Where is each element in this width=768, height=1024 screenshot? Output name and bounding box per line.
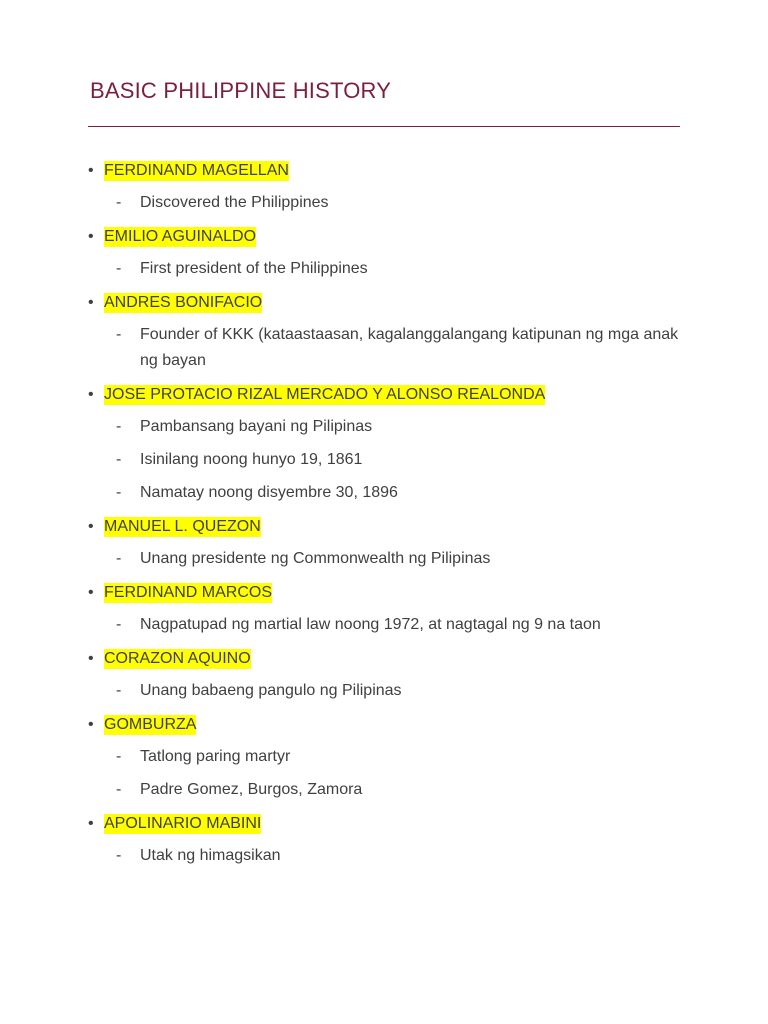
note-line <box>88 480 688 513</box>
note-line <box>88 447 688 480</box>
bullet-icon: • <box>88 162 94 179</box>
bullet-icon: • <box>88 584 94 601</box>
note-line <box>88 612 688 645</box>
dash-icon: - <box>116 781 122 798</box>
note-text: Tatlong paring martyr <box>140 748 291 765</box>
note-line <box>88 190 688 223</box>
person-heading <box>88 645 688 678</box>
person-name: FERDINAND MARCOS <box>104 584 273 601</box>
person-name: APOLINARIO MABINI <box>104 815 262 832</box>
list-item <box>88 645 688 711</box>
dash-icon: - <box>116 484 122 501</box>
note-line <box>88 256 688 289</box>
note-text: Padre Gomez, Burgos, Zamora <box>140 781 363 798</box>
note-text: Nagpatupad ng martial law noong 1972, at nagtagal ng 9 na taon <box>140 616 601 633</box>
note-text: First president of the Philippines <box>140 260 368 277</box>
note-text: Namatay noong disyembre 30, 1896 <box>140 484 398 501</box>
dash-icon: - <box>116 326 122 343</box>
person-heading <box>88 223 688 256</box>
person-name: FERDINAND MAGELLAN <box>104 162 289 179</box>
note-text: Discovered the Philippines <box>140 194 329 211</box>
note-line <box>88 322 688 381</box>
dash-icon: - <box>116 748 122 765</box>
bullet-icon: • <box>88 650 94 667</box>
note-text: Pambansang bayani ng Pilipinas <box>140 418 373 435</box>
dash-icon: - <box>116 194 122 211</box>
bullet-icon: • <box>88 518 94 535</box>
dash-icon: - <box>116 550 122 567</box>
list-item <box>88 810 688 876</box>
bullet-icon: • <box>88 386 94 403</box>
person-name: MANUEL L. QUEZON <box>104 518 261 535</box>
note-line <box>88 414 688 447</box>
list-item <box>88 579 688 645</box>
bullet-icon: • <box>88 716 94 733</box>
person-name: ANDRES BONIFACIO <box>104 294 263 311</box>
dash-icon: - <box>116 847 122 864</box>
page-title: BASIC PHILIPPINE HISTORY <box>90 78 392 103</box>
dash-icon: - <box>116 451 122 468</box>
person-name: CORAZON AQUINO <box>104 650 251 667</box>
list-item <box>88 157 688 223</box>
note-text: Unang babaeng pangulo ng Pilipinas <box>140 682 402 699</box>
note-text: Isinilang noong hunyo 19, 1861 <box>140 451 363 468</box>
person-name: GOMBURZA <box>104 716 197 733</box>
person-name: EMILIO AGUINALDO <box>104 228 257 245</box>
note-text: Unang presidente ng Commonwealth ng Pilipinas <box>140 550 491 567</box>
note-line <box>88 678 688 711</box>
note-line <box>88 843 688 876</box>
dash-icon: - <box>116 682 122 699</box>
list-item <box>88 711 688 810</box>
person-heading <box>88 579 688 612</box>
history-list <box>88 157 688 876</box>
note-line <box>88 744 688 777</box>
person-name: JOSE PROTACIO RIZAL MERCADO Y ALONSO REALONDA <box>104 386 546 403</box>
list-item <box>88 223 688 289</box>
note-line <box>88 546 688 579</box>
dash-icon: - <box>116 616 122 633</box>
list-item <box>88 289 688 381</box>
list-item <box>88 381 688 513</box>
dash-icon: - <box>116 260 122 277</box>
list-item <box>88 513 688 579</box>
title-divider <box>88 126 680 127</box>
bullet-icon: • <box>88 228 94 245</box>
note-line <box>88 777 688 810</box>
person-heading <box>88 810 688 843</box>
note-text: Utak ng himagsikan <box>140 847 281 864</box>
note-text: Founder of KKK (kataastaasan, kagalanggalangang katipunan ng mga anak ng bayan <box>140 326 679 369</box>
person-heading <box>88 711 688 744</box>
bullet-icon: • <box>88 815 94 832</box>
person-heading <box>88 289 688 322</box>
person-heading <box>88 157 688 190</box>
person-heading <box>88 381 688 414</box>
person-heading <box>88 513 688 546</box>
bullet-icon: • <box>88 294 94 311</box>
dash-icon: - <box>116 418 122 435</box>
